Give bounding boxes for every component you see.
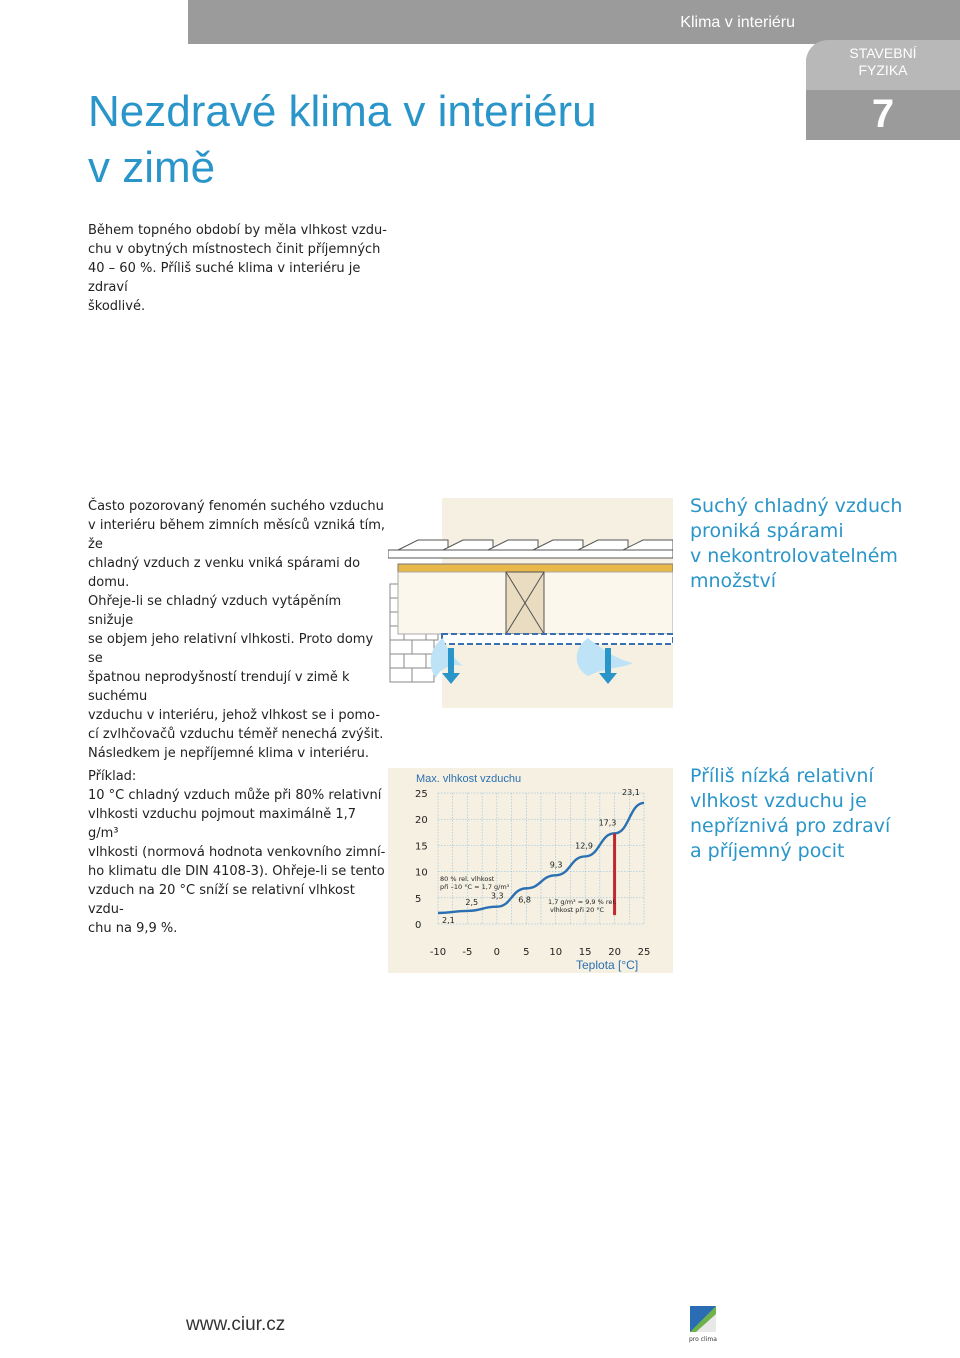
side-heading-line: Příliš nízká relativní — [690, 765, 874, 787]
data-label: 12,9 — [575, 841, 593, 851]
title-line2: v zimě — [88, 143, 216, 192]
x-tick-label: 0 — [493, 947, 501, 958]
chapter-number: 7 — [871, 92, 895, 136]
paragraph-line: chladný vzduch z venku vniká spárami do domu. — [88, 556, 361, 590]
x-axis-label: Teplota [°C] — [576, 958, 639, 972]
x-tick-label: 10 — [549, 947, 563, 958]
paragraph-line: Ohřeje-li se chladný vzduch vytápěním snižuje — [88, 594, 342, 628]
tab-line1: STAVEBNÍ — [849, 45, 917, 61]
side-heading-airflow — [690, 494, 950, 594]
annotation-80-line2: při –10 °C = 1,7 g/m³ — [440, 883, 510, 891]
paragraph-line: se objem jeho relativní vlhkosti. Proto domy se — [88, 632, 374, 666]
x-tick-label: 20 — [608, 947, 621, 958]
side-heading-line: proniká spárami — [690, 520, 844, 542]
example-line: chu na 9,9 %. — [88, 921, 178, 936]
example-line: vzduch na 20 °C sníží se relativní vlhkost vzdu- — [88, 883, 355, 917]
example-line: 10 °C chladný vzduch může při 80% relativní — [88, 788, 382, 803]
x-tick-label: -5 — [462, 947, 473, 958]
roof-airflow-illustration — [388, 498, 673, 708]
title-line1: Nezdravé klima v interiéru — [88, 87, 597, 136]
air-leak-paragraph — [88, 497, 388, 763]
x-tick-label: 25 — [637, 947, 651, 958]
data-label: 6,8 — [518, 895, 532, 905]
side-heading-humidity — [690, 764, 950, 864]
chart-title: Max. vlhkost vzduchu — [416, 773, 522, 785]
annotation-9-9-line2: vlhkost při 20 °C — [550, 906, 605, 914]
paragraph-line: vzduchu v interiéru, jehož vlhkost se i pomo- — [88, 708, 381, 723]
annotation-80: 80 % rel. vlhkost — [440, 875, 495, 883]
intro-line: škodlivé. — [88, 299, 146, 314]
intro-paragraph — [88, 221, 388, 316]
y-tick-label: 15 — [415, 841, 428, 853]
footer-url[interactable]: www.ciur.cz — [186, 1314, 286, 1335]
chapter-tab-label — [806, 40, 960, 90]
data-label: 2,1 — [442, 915, 455, 925]
example-line: vlhkosti vzduchu pojmout maximálně 1,7 g/m³ — [88, 807, 357, 841]
chapter-tab — [806, 40, 960, 140]
intro-line: chu v obytných místnostech činit příjemných — [88, 242, 381, 257]
y-tick-label: 5 — [415, 893, 422, 905]
paragraph-line: cí zvlhčovačů vzduchu téměř nenechá zvýšit. — [88, 727, 384, 742]
data-label: 2,5 — [465, 897, 479, 907]
intro-line: 40 – 60 %. Příliš suché klima v interiéru je zdraví — [88, 261, 361, 295]
x-tick-label: 5 — [523, 947, 530, 958]
side-heading-line: vlhkost vzduchu je — [690, 790, 867, 812]
y-tick-label: 0 — [415, 920, 422, 931]
y-tick-label: 20 — [415, 815, 428, 827]
side-heading-line: Suchý chladný vzduch — [690, 495, 903, 517]
header-bar — [188, 0, 960, 44]
page-title — [88, 84, 728, 196]
example-line: ho klimatu dle DIN 4108-3). Ohřeje-li se tento — [88, 864, 385, 879]
side-heading-line: a příjemný pocit — [690, 840, 845, 862]
y-tick-label: 10 — [415, 867, 428, 879]
side-heading-line: nepříznivá pro zdraví — [690, 815, 891, 837]
tab-line2: FYZIKA — [858, 62, 908, 78]
example-line: Příklad: — [88, 769, 137, 784]
annotation-9-9: 1,7 g/m³ = 9,9 % rel. — [548, 898, 617, 906]
chart-background — [388, 768, 673, 973]
paragraph-line: špatnou neprodyšností trendují v zimě k suchému — [88, 670, 350, 704]
data-label: 3,3 — [490, 891, 504, 901]
x-tick-label: 15 — [578, 947, 592, 958]
humidity-chart — [388, 768, 673, 973]
x-tick-label: -10 — [429, 947, 447, 958]
y-tick-label: 25 — [415, 789, 428, 800]
example-line: vlhkosti (normová hodnota venkovního zimní- — [88, 845, 386, 860]
side-heading-line: množství — [690, 570, 777, 592]
example-paragraph — [88, 767, 388, 938]
logo-text: pro clima — [689, 1336, 717, 1343]
paragraph-line: v interiéru během zimních měsíců vzniká tím, že — [88, 518, 386, 552]
data-label: 9,3 — [549, 860, 563, 870]
paragraph-line: Často pozorovaný fenomén suchého vzduchu — [88, 499, 384, 514]
section-title: Klima v interiéru — [680, 14, 795, 31]
side-heading-line: v nekontrolovatelném — [690, 545, 898, 567]
pro-clima-logo — [688, 1304, 724, 1344]
data-label: 23,1 — [622, 787, 640, 797]
data-label: 17,3 — [598, 818, 617, 828]
intro-line: Během topného období by měla vlhkost vzdu- — [88, 223, 387, 238]
paragraph-line: Následkem je nepříjemné klima v interiéru. — [88, 746, 369, 761]
